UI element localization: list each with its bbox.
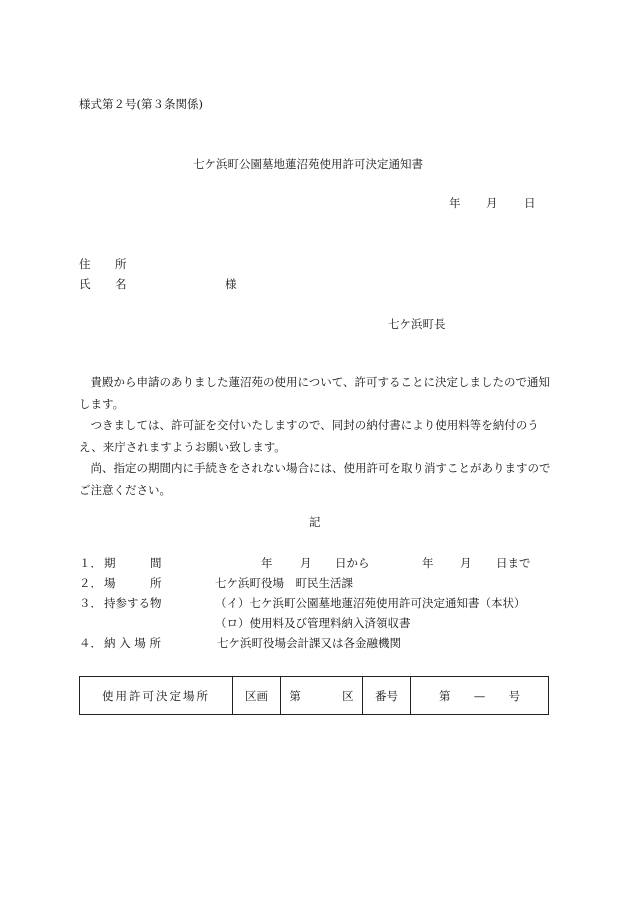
form-number: 様式第２号(第３条関係) bbox=[79, 97, 203, 111]
item-4-number: ４． bbox=[79, 636, 102, 650]
section-prefix: 第 bbox=[289, 688, 301, 703]
number-prefix: 第 bbox=[438, 688, 451, 703]
item-1-from-day: 日から bbox=[335, 556, 370, 570]
section-suffix: 区 bbox=[342, 688, 354, 703]
name-label-2: 名 bbox=[115, 277, 127, 291]
item-1-to-day: 日まで bbox=[496, 556, 531, 570]
item-1-number: １． bbox=[79, 556, 102, 570]
item-3-value-2: （ロ）使用料及び管理料納入済領収書 bbox=[215, 616, 411, 630]
body-text bbox=[79, 372, 557, 501]
document-title: 七ケ浜町公園墓地蓮沼苑使用許可決定通知書 bbox=[193, 157, 423, 171]
item-2-label-2: 所 bbox=[150, 576, 162, 590]
ki-heading: 記 bbox=[309, 515, 321, 529]
item-4-label: 納 入 場 所 bbox=[104, 636, 161, 650]
item-3-value-1: （イ）七ケ浜町公園墓地蓮沼苑使用許可決定通知書（本状） bbox=[215, 596, 526, 610]
body-paragraph-3: 尚、指定の期間内に手続きをされない場合には、使用許可を取り消すことがありますのでご注意ください。 bbox=[79, 461, 551, 497]
date-day: 日 bbox=[524, 196, 536, 210]
item-1-label-2: 間 bbox=[150, 556, 162, 570]
number-label-cell: 番号 bbox=[363, 677, 411, 715]
location-header-cell: 使用許可決定場所 bbox=[80, 677, 233, 715]
item-3-label: 持参する物 bbox=[104, 596, 162, 610]
location-table-row bbox=[80, 677, 549, 715]
section-label-cell: 区画 bbox=[233, 677, 281, 715]
body-paragraph-1: 貴殿から申請のありました蓮沼苑の使用について、許可することに決定しましたので通知します。 bbox=[79, 375, 551, 411]
number-dash: — bbox=[473, 688, 486, 703]
date-month: 月 bbox=[486, 196, 498, 210]
item-2-label-1: 場 bbox=[104, 576, 116, 590]
honorific: 様 bbox=[225, 277, 237, 291]
item-3-number: ３． bbox=[79, 596, 102, 610]
number-value-cell bbox=[411, 677, 549, 715]
item-4-value: 七ケ浜町役場会計課又は各金融機関 bbox=[217, 636, 401, 650]
item-2-value: 七ケ浜町役場 町民生活課 bbox=[215, 576, 353, 590]
item-1-to-year: 年 bbox=[422, 556, 434, 570]
item-2-number: ２． bbox=[79, 576, 102, 590]
location-table bbox=[79, 676, 549, 715]
section-value-cell bbox=[281, 677, 363, 715]
sender: 七ケ浜町長 bbox=[388, 317, 446, 331]
item-1-label-1: 期 bbox=[104, 556, 116, 570]
address-label-2: 所 bbox=[115, 257, 127, 271]
item-1-from-year: 年 bbox=[261, 556, 273, 570]
body-paragraph-2: つきましては、許可証を交付いたしますので、同封の納付書により使用料等を納付のうえ、来庁されますようお願い致します。 bbox=[79, 418, 539, 454]
address-label-1: 住 bbox=[79, 257, 91, 271]
item-1-from-month: 月 bbox=[300, 556, 312, 570]
date-year: 年 bbox=[449, 196, 461, 210]
item-1-to-month: 月 bbox=[460, 556, 472, 570]
number-suffix: 号 bbox=[508, 688, 521, 703]
name-label-1: 氏 bbox=[79, 277, 91, 291]
